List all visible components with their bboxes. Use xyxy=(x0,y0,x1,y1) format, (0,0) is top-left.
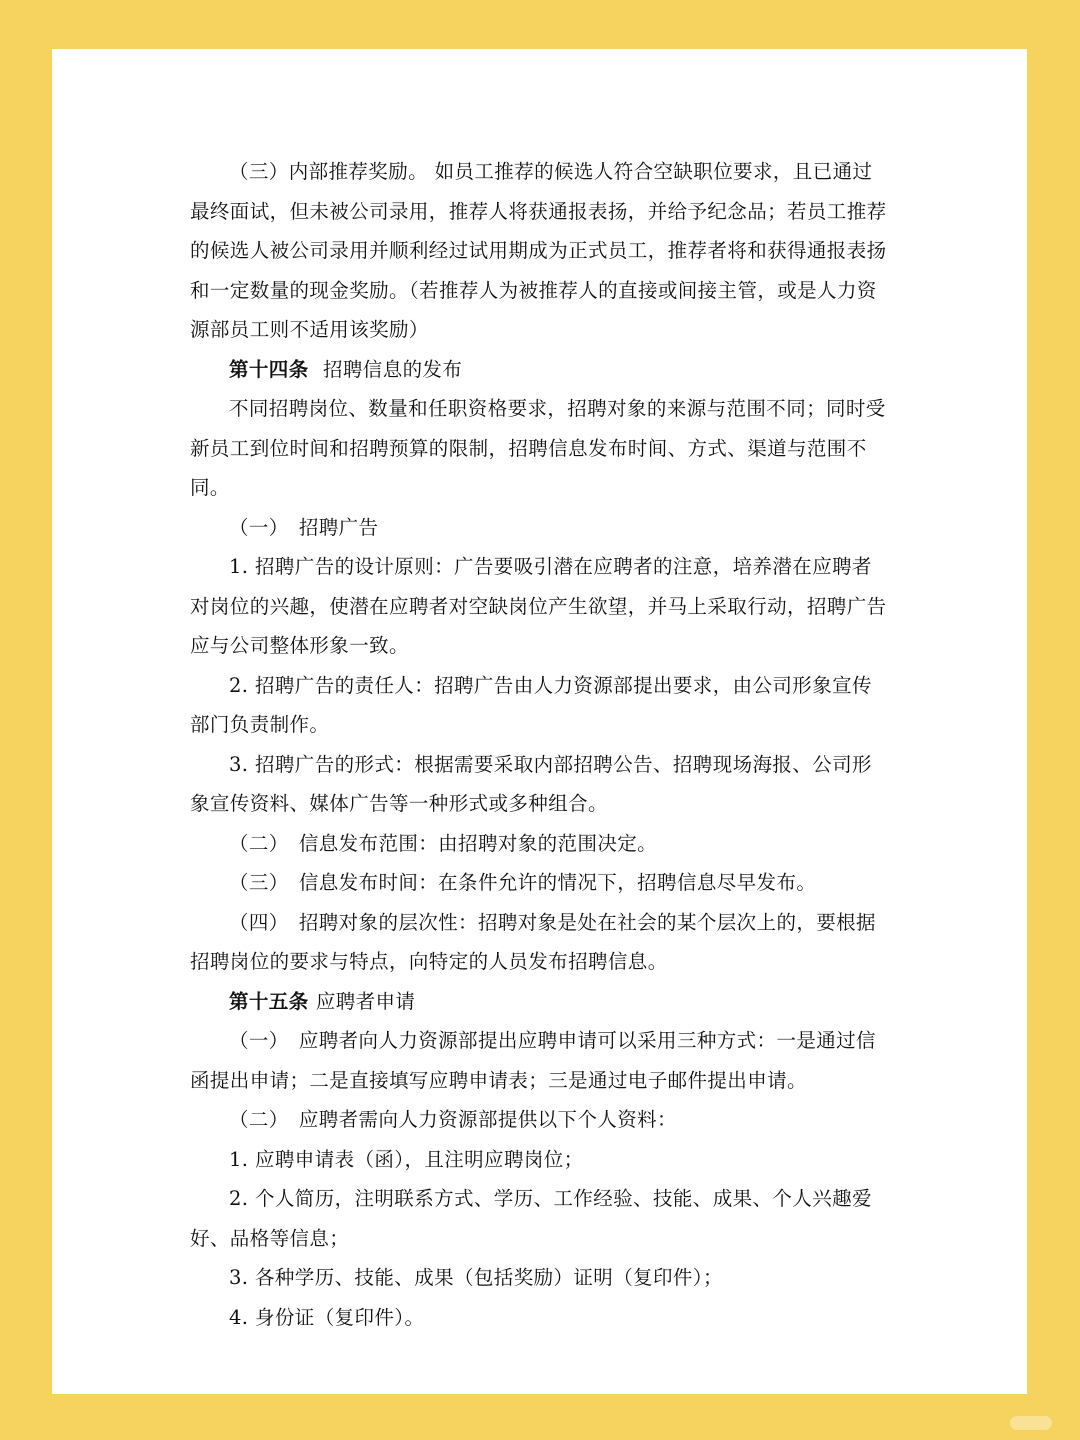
paragraph-publish-scope: （二） 信息发布范围：由招聘对象的范围决定。 xyxy=(229,831,658,855)
paragraph-article-14-intro: 不同招聘岗位、数量和任职资格要求，招聘对象的来源与范围不同；同时受新员工到位时间和招聘预算的限制，招聘信息发布时间、方式、渠道与范围不同。 xyxy=(190,397,886,499)
paragraph-material-3: 3. 各种学历、技能、成果（包括奖励）证明（复印件）； xyxy=(229,1266,723,1289)
document-body xyxy=(190,152,890,1337)
paragraph-target-levels: （四） 招聘对象的层次性：招聘对象是处在社会的某个层次上的，要根据招聘岗位的要求与特点，向特定的人员发布招聘信息。 xyxy=(190,910,876,973)
article-14-label: 第十四条 xyxy=(229,357,309,381)
watermark xyxy=(1010,1416,1052,1430)
paragraph-publish-time: （三） 信息发布时间：在条件允许的情况下，招聘信息尽早发布。 xyxy=(229,871,817,894)
paragraph-material-4: 4. 身份证（复印件）。 xyxy=(229,1305,425,1329)
paragraph-ad-forms: 3. 招聘广告的形式：根据需要采取内部招聘公告、招聘现场海报、公司形象宣传资料、媒体广告等一种形式或多种组合。 xyxy=(190,752,872,815)
paragraph-application-methods: （一） 应聘者向人力资源部提出应聘申请可以采用三种方式：一是通过信函提出申请；二是直接填写应聘申请表；三是通过电子邮件提出申请。 xyxy=(190,1029,876,1092)
article-15-heading xyxy=(190,982,890,1022)
paragraph-internal-referral-reward: （三）内部推荐奖励。 如员工推荐的候选人符合空缺职位要求，且已通过最终面试，但未被公司录用，推荐人将获通报表扬，并给予纪念品；若员工推荐的候选人被公司录用并顺利经过试用期成为正式员工，推荐者将和获得通报表扬和一定数量的现金奖励。（若推荐人为被推荐人的直接或间接主管，或是人力资源部员工则不适用该奖励） xyxy=(190,160,887,341)
paragraph-material-2: 2. 个人简历，注明联系方式、学历、工作经验、技能、成果、个人兴趣爱好、品格等信息； xyxy=(190,1187,872,1250)
paragraph-required-materials: （二） 应聘者需向人力资源部提供以下个人资料： xyxy=(229,1108,677,1131)
paragraph-ad-design-principle: 1. 招聘广告的设计原则：广告要吸引潜在应聘者的注意，培养潜在应聘者对岗位的兴趣，使潜在应聘者对空缺岗位产生欲望，并马上采取行动，招聘广告应与公司整体形象一致。 xyxy=(190,555,887,657)
paragraph-ad-responsible-party: 2. 招聘广告的责任人：招聘广告由人力资源部提出要求，由公司形象宣传部门负责制作。 xyxy=(190,673,872,736)
article-14-heading xyxy=(190,350,890,390)
article-15-title: 应聘者申请 xyxy=(315,989,416,1013)
paragraph-material-1: 1. 应聘申请表（函），且注明应聘岗位； xyxy=(229,1147,584,1171)
article-15-label: 第十五条 xyxy=(229,989,309,1013)
paragraph-recruitment-ads-heading: （一） 招聘广告 xyxy=(229,515,379,539)
article-14-title: 招聘信息的发布 xyxy=(323,357,463,381)
document-page xyxy=(52,49,1027,1394)
